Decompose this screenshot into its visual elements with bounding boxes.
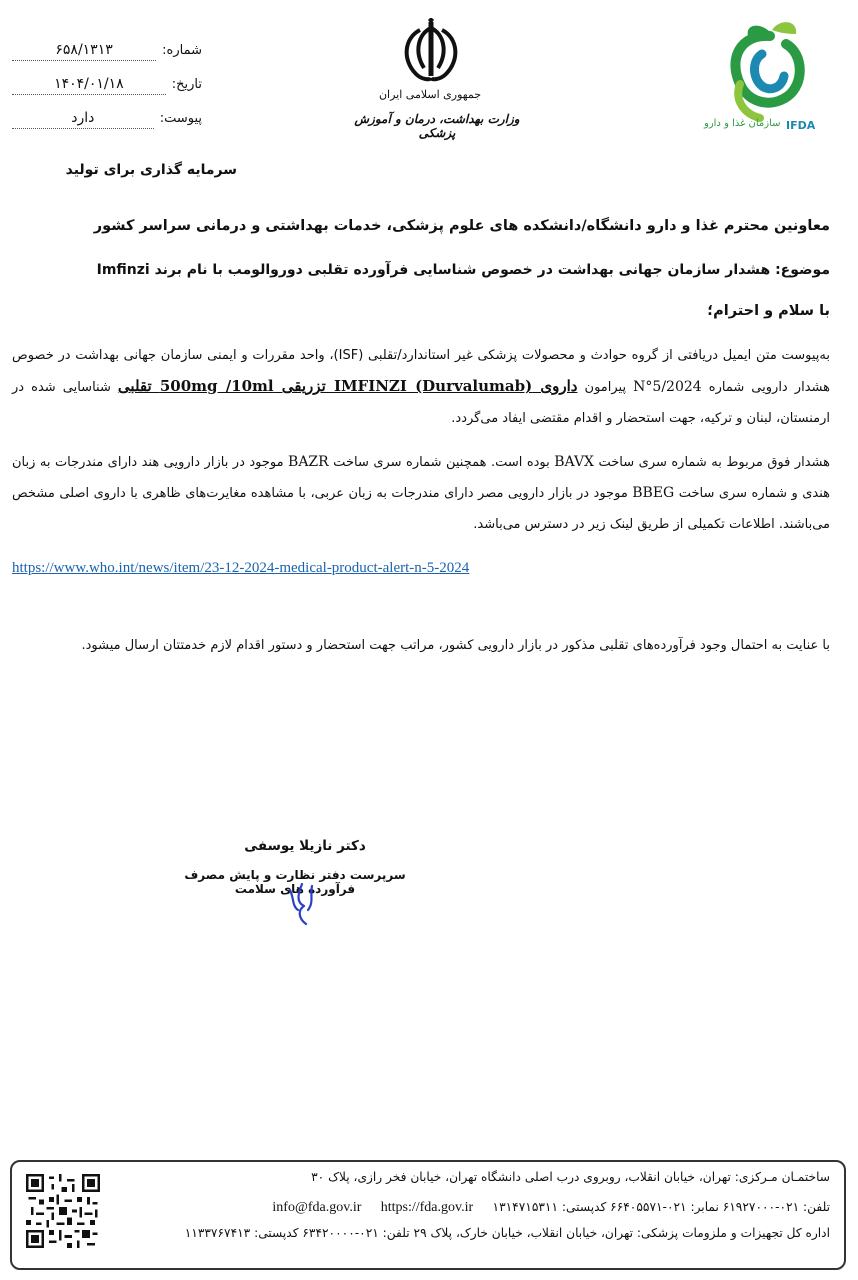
p2-text-d: موجود در بازار دارویی مصر دارای مندرجات به زبان عربی، با مشاهده مغایرت‌های ظاهری با داروی اصلی مشخص می‌باشند. اطلاعات تکمیلی از طریق لینک زیر در دسترس می‌باشد. <box>12 486 830 532</box>
year-slogan: سرمایه گذاری برای تولید <box>65 162 237 178</box>
attachment-label: پیوست: <box>159 111 202 126</box>
who-alert-link[interactable]: https://www.who.int/news/item/23-12-2024-medical-product-alert-n-5-2024 <box>12 560 470 576</box>
footer-website[interactable]: https://fda.gov.ir <box>380 1200 474 1215</box>
p1-text-b: پیرامون <box>577 380 634 395</box>
footer-central-address: ساختمـان مـرکزی: تهران، خیابان انقلاب، روبروی درب اصلی دانشگاه تهران، خیابان فخر رازی، پلاک ۳۰ <box>311 1170 830 1184</box>
attachment-value: دارد <box>12 110 154 129</box>
subject-line: موضوع: هشدار سازمان جهانی بهداشت در خصوص شناسایی فرآورده تقلبی دوروالومب با نام برند Imfinzi <box>96 262 830 278</box>
footer-contacts <box>272 1200 830 1216</box>
batch-bazr: BAZR <box>288 454 329 470</box>
p2-text-a: هشدار فوق مربوط به شماره سری ساخت <box>594 455 830 470</box>
footer-equipment-address: اداره کل تجهیزات و ملزومات پزشکی: تهران، خیابان انقلاب، خیابان خارک، پلاک ۲۹ تلفن: ۰۲۱-۶۳۴۲۰۰۰۰ کدپستی: ۱۱۳۳۷۶۷۴۱۳ <box>184 1226 830 1240</box>
addressee: معاونین محترم غذا و دارو دانشگاه/دانشکده های علوم پزشکی، خدمات بهداشتی و درمانی سراسر کشور <box>93 218 830 234</box>
ifda-caption: سازمان غذا و دارو <box>704 118 781 129</box>
paragraph-1 <box>12 340 830 434</box>
letter-number-label: شماره: <box>162 43 202 58</box>
paragraph-2 <box>12 447 830 540</box>
letter-number-value: ۶۵۸/۱۳۱۳ <box>12 42 156 61</box>
letter-number-row <box>12 42 202 62</box>
handwritten-signature-icon <box>268 880 338 930</box>
signatory-title: سرپرست دفتر نظارت و پایش مصرف فرآورده های سلامت <box>184 868 406 896</box>
footer-box <box>10 1160 846 1270</box>
iran-emblem-icon <box>396 18 466 88</box>
ifda-abbreviation: IFDA <box>786 119 816 132</box>
p1-text-c: شناسایی شده در ارمنستان، لبنان و ترکیه، جهت استحضار و اقدام مقتضی ایفاد می‌گردد. <box>12 380 830 426</box>
letter-date-row <box>12 76 202 96</box>
paragraph-closing: با عنایت به احتمال وجود فرآورده‌های تقلبی مذکور در بازار دارویی کشور، مراتب جهت استحضار و دستور اقدام لازم خدمتتان ارسال میشود. <box>81 638 830 653</box>
drug-name: داروی IMFINZI (Durvalumab) تزریقی 500mg /10ml تقلبی <box>117 377 578 395</box>
ministry-title: وزارت بهداشت، درمان و آموزش پزشکی <box>354 112 520 140</box>
p2-text-c: موجود در بازار دارویی هند دارای مندرجات به زبان هندی و شماره سری ساخت <box>12 455 830 501</box>
p1-text-a: به‌پیوست متن ایمیل دریافتی از گروه حوادث و محصولات پزشکی غیر استاندارد/تقلبی (ISF)، واحد مقررات و ایمنی سازمان جهانی بهداشت در خصوص هشدار دارویی شماره <box>12 348 830 395</box>
p2-text-b: بوده است. همچنین شماره سری ساخت <box>328 455 555 470</box>
letter-date-value: ۱۴۰۴/۰۱/۱۸ <box>12 76 166 95</box>
alert-number: N°5/2024 <box>633 379 702 395</box>
attachment-row <box>12 110 202 130</box>
batch-bavx: BAVX <box>554 454 595 470</box>
footer-phone: تلفن: ۰۲۱-۶۱۹۲۷۰۰۰ نمابر: ۰۲۱-۶۶۴۰۵۵۷۱ کدپستی: ۱۳۱۴۷۱۵۳۱۱ <box>492 1200 830 1214</box>
signatory-name: دکتر نازیلا یوسفی <box>244 838 366 854</box>
letter-date-label: تاریخ: <box>171 77 202 92</box>
qr-code-icon <box>26 1174 100 1248</box>
republic-title: جمهوری اسلامی ایران <box>378 88 482 101</box>
footer-email[interactable]: info@fda.gov.ir <box>272 1200 362 1215</box>
greeting: با سلام و احترام؛ <box>707 303 830 319</box>
batch-bbeg: BBEG <box>632 485 675 501</box>
